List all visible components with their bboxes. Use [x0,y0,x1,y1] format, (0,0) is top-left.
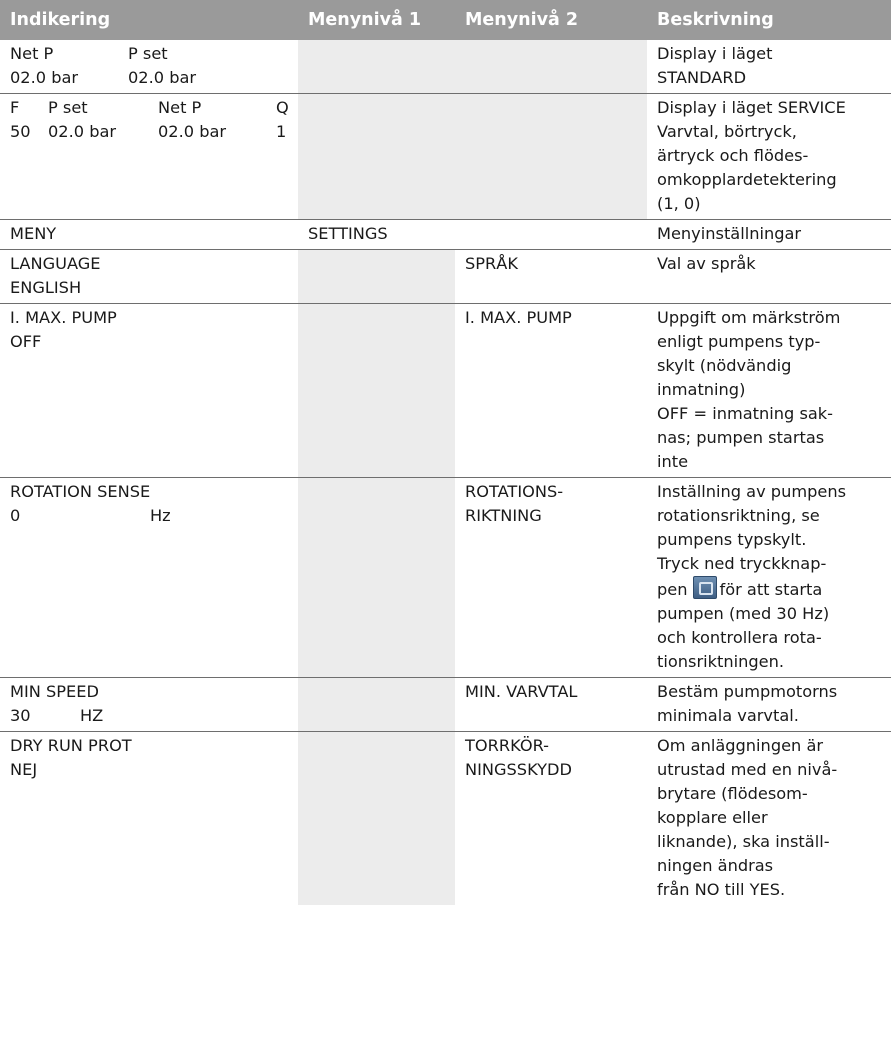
description-line: Menyinställningar [657,224,802,243]
description-line: liknande), ska inställ- [657,832,830,851]
menyniva-2-cell [455,220,647,250]
menyniva-2-cell [455,732,647,906]
table-row [0,40,891,94]
beskrivning-cell [647,220,891,250]
table-row [0,678,891,732]
menyniva-1-cell [298,304,455,478]
description-line: Tryck ned tryckknap- [657,554,827,573]
menyniva-1-cell [298,250,455,304]
description-line: ningen ändras [657,856,774,875]
display-value: 1 [276,122,287,141]
description-line: pumpens typskylt. [657,530,807,549]
indikering-cell [0,250,298,304]
description-line: Om anläggningen är [657,736,824,755]
table-row [0,732,891,906]
table-header-row [0,0,891,40]
description-line: minimala varvtal. [657,706,799,725]
description-line: Display i läget [657,44,773,63]
description-line: STANDARD [657,68,747,87]
display-label: Net P [158,98,202,117]
description-line: ärtryck och flödes- [657,146,809,165]
menyniva-2-cell [455,304,647,478]
description-line: enligt pumpens typ- [657,332,821,351]
display-value: 02.0 bar [158,122,227,141]
beskrivning-cell [647,732,891,906]
beskrivning-cell [647,304,891,478]
beskrivning-cell [647,40,891,94]
description-line: från NO till YES. [657,880,786,899]
display-unit: Hz [150,506,171,525]
indikering-cell [0,304,298,478]
display-label: DRY RUN PROT [10,736,132,755]
menu-level-2-item: ROTATIONS- [465,482,564,501]
table-row [0,250,891,304]
menyniva-1-cell [298,478,455,678]
description-line: inmatning) [657,380,746,399]
display-value: 02.0 bar [10,68,79,87]
header-menyniva-1: Menynivå 1 [298,0,455,40]
description-line: Inställning av pumpens [657,482,847,501]
display-label: MIN SPEED [10,682,99,701]
menu-level-2-item: SPRÅK [465,254,518,273]
description-line [657,576,887,602]
display-label: P set [48,98,88,117]
menyniva-1-cell [298,678,455,732]
menyniva-2-cell [455,94,647,220]
indikering-cell [0,478,298,678]
pump-start-button-icon [693,576,717,599]
display-value: OFF [10,332,42,351]
table-row [0,478,891,678]
display-value: ENGLISH [10,278,82,297]
indikering-cell [0,732,298,906]
description-line: skylt (nödvändig [657,356,792,375]
description-line: och kontrollera rota- [657,628,822,647]
description-fragment: för att starta [719,580,823,599]
description-line: Display i läget SERVICE [657,98,846,117]
menyniva-2-cell [455,40,647,94]
indikering-cell [0,94,298,220]
description-line: utrustad med en nivå- [657,760,838,779]
display-label: Net P [10,44,54,63]
display-label: MENY [10,224,57,243]
description-line: brytare (flödesom- [657,784,808,803]
table-row [0,220,891,250]
description-line: nas; pumpen startas [657,428,825,447]
display-value: NEJ [10,760,38,779]
description-line: rotationsriktning, se [657,506,820,525]
header-indikering: Indikering [0,0,298,40]
display-value: 30 [10,706,31,725]
description-line: Bestäm pumpmotorns [657,682,838,701]
menu-level-2-item: RIKTNING [465,506,542,525]
beskrivning-cell [647,478,891,678]
indikering-cell [0,220,298,250]
description-line: Val av språk [657,254,756,273]
description-line: (1, 0) [657,194,701,213]
menyniva-1-cell [298,220,455,250]
description-line: Uppgift om märkström [657,308,841,327]
display-unit: HZ [80,706,104,725]
description-line: tionsriktningen. [657,652,784,671]
display-value: 02.0 bar [128,68,197,87]
header-menyniva-2: Menynivå 2 [455,0,647,40]
beskrivning-cell [647,678,891,732]
beskrivning-cell [647,94,891,220]
table-row [0,94,891,220]
display-value: 02.0 bar [48,122,117,141]
display-label: P set [128,44,168,63]
description-line: pumpen (med 30 Hz) [657,604,830,623]
menu-level-2-item: MIN. VARVTAL [465,682,578,701]
display-label: Q [276,98,289,117]
menyniva-1-cell [298,732,455,906]
indikering-cell [0,678,298,732]
display-value: 0 [10,506,21,525]
indikering-cell [0,40,298,94]
menu-level-2-item: I. MAX. PUMP [465,308,572,327]
header-beskrivning: Beskrivning [647,0,891,40]
beskrivning-cell [647,250,891,304]
description-fragment: pen [657,580,688,599]
menyniva-1-cell [298,40,455,94]
description-line: omkopplardetektering [657,170,837,189]
display-value: 50 [10,122,31,141]
menu-level-2-item: NINGSSKYDD [465,760,572,779]
table-row [0,304,891,478]
display-label: F [10,98,20,117]
description-line: kopplare eller [657,808,768,827]
menyniva-2-cell [455,478,647,678]
menyniva-1-cell [298,94,455,220]
menyniva-2-cell [455,250,647,304]
description-line: Varvtal, börtryck, [657,122,797,141]
display-label: LANGUAGE [10,254,101,273]
display-label: I. MAX. PUMP [10,308,117,327]
description-line: OFF = inmatning sak- [657,404,834,423]
display-label: ROTATION SENSE [10,482,151,501]
menyniva-2-cell [455,678,647,732]
menu-level-1-item: SETTINGS [308,224,388,243]
description-line: inte [657,452,689,471]
menu-level-2-item: TORRKÖR- [465,736,550,755]
